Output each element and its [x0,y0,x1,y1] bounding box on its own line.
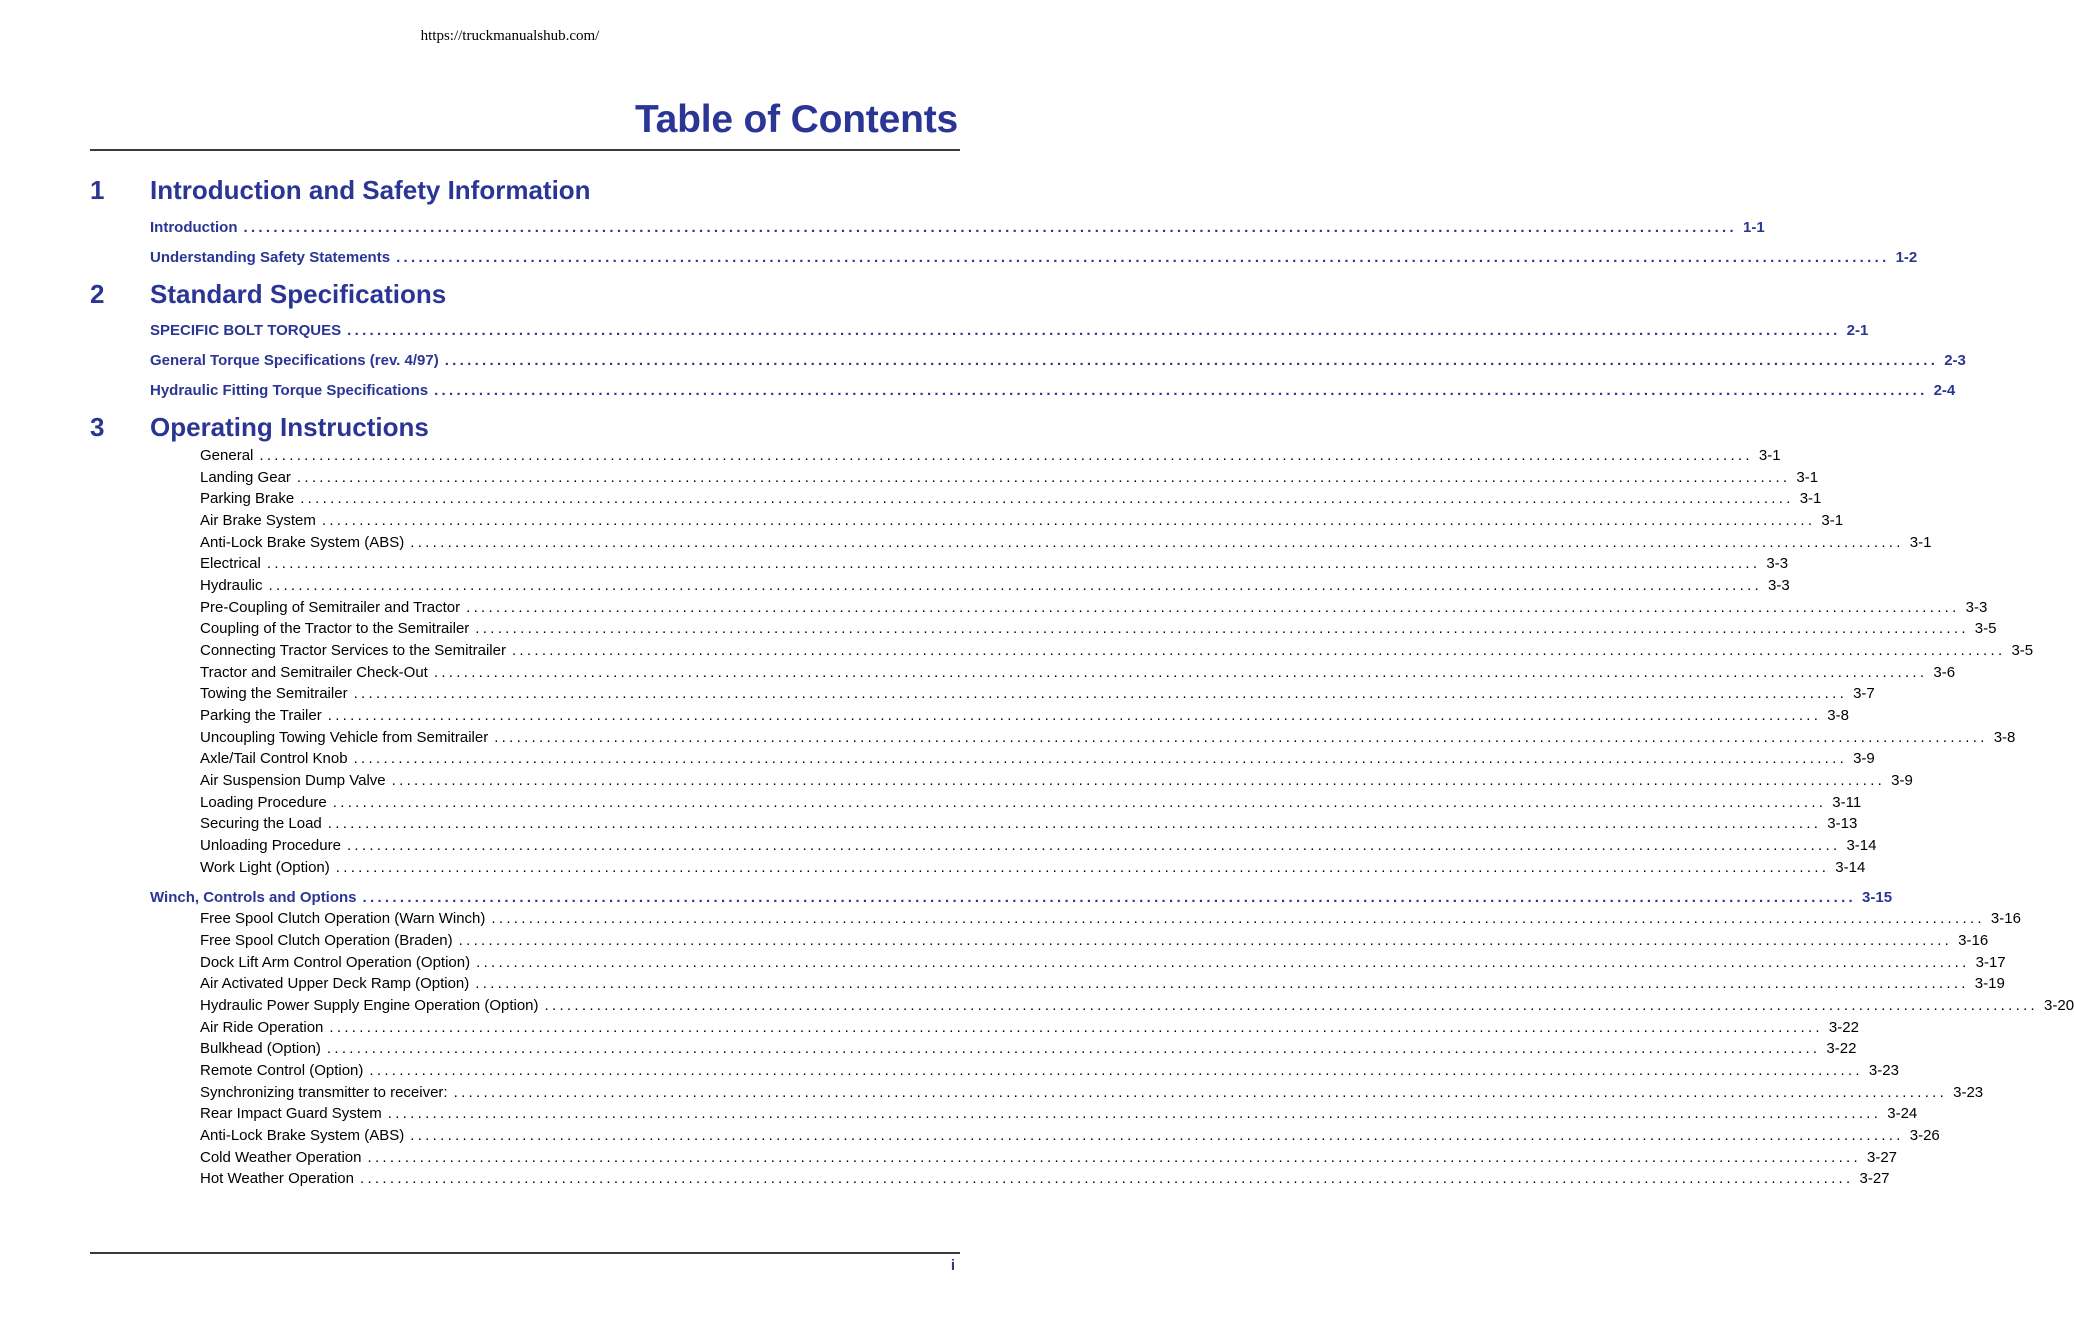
toc-entry-page: 3-3 [1965,599,1988,616]
leader-dots: ........................................................................................................................................................................................................ [511,642,2006,659]
leader-dots: ........................................................................................................................................................................................................ [321,512,1816,529]
leader-dots: ........................................................................................................................................................................................................ [396,249,1890,266]
toc-entry-label: Connecting Tractor Services to the Semitrailer [200,642,506,659]
toc-subsection-entry[interactable] [200,534,1932,551]
toc-entry-page: 3-16 [1958,932,1989,949]
leader-dots: ........................................................................................................................................................................................................ [544,997,2039,1014]
leader-dots: ........................................................................................................................................................................................................ [476,954,1970,971]
toc-subsection-entry[interactable] [200,642,2034,659]
toc-subsection-entry[interactable] [200,954,2006,971]
toc-entry-label: General Torque Specifications (rev. 4/97) [150,352,439,369]
toc-subsection-entry[interactable] [200,975,2005,992]
leader-dots: ........................................................................................................................................................................................................ [444,352,1939,369]
toc-entry-label: Bulkhead (Option) [200,1040,321,1057]
toc-entry-label: Anti-Lock Brake System (ABS) [200,534,405,551]
leader-dots: ........................................................................................................................................................................................................ [259,447,1753,464]
toc-subsection-entry[interactable] [200,932,1989,949]
toc-entry-label: Introduction [150,219,238,236]
leader-dots: ........................................................................................................................................................................................................ [266,555,1761,572]
leader-dots: ........................................................................................................................................................................................................ [296,469,1791,486]
toc-entry-label: Synchronizing transmitter to receiver: [200,1084,448,1101]
leader-dots: ........................................................................................................................................................................................................ [453,1084,1948,1101]
toc-entry-page: 3-24 [1887,1105,1918,1122]
toc-subsection-entry[interactable] [200,1105,1918,1122]
toc-entry-label: Remote Control (Option) [200,1062,364,1079]
toc-entry-page: 3-8 [1827,707,1849,724]
toc-subsection-entry[interactable] [200,447,1781,464]
toc-entry-page: 3-22 [1828,1019,1859,1036]
toc-entry-page: 3-1 [1909,534,1932,551]
toc-section-entry[interactable] [150,219,1765,236]
leader-dots: ........................................................................................................................................................................................................ [268,577,1763,594]
source-url[interactable]: https://truckmanualshub.com/ [420,28,600,44]
toc-subsection-entry[interactable] [200,910,2021,927]
toc-section-entry[interactable] [150,352,1966,369]
leader-dots: ........................................................................................................................................................................................................ [458,932,1953,949]
chapter-number: 2 [90,279,105,309]
leader-dots: ........................................................................................................................................................................................................ [243,219,1737,236]
toc-entry-label: Work Light (Option) [200,859,330,876]
toc-entry-page: 3-27 [1866,1149,1898,1166]
toc-entry-label: Parking Brake [200,490,295,507]
toc-entry-page: 3-19 [1974,975,2005,992]
leader-dots: ........................................................................................................................................................................................................ [300,490,1794,507]
toc-subsection-entry[interactable] [200,620,1997,637]
toc-entry-label: General [200,447,254,464]
toc-subsection-entry[interactable] [200,1127,1940,1144]
toc-entry-page: 2-1 [1846,322,1869,339]
toc-entry-label: Rear Impact Guard System [200,1105,382,1122]
toc-entry-label: Loading Procedure [200,794,327,811]
toc-entry-label: Coupling of the Tractor to the Semitrailer [200,620,470,637]
toc-entry-label: Tractor and Semitrailer Check-Out [200,664,428,681]
toc-entry-page: 3-26 [1909,1127,1940,1144]
page-title: Table of Contents [634,98,958,141]
toc-entry-page: 3-3 [1766,555,1789,572]
leader-dots: ........................................................................................................................................................................................................ [410,1127,1904,1144]
toc-entry-label: Winch, Controls and Options [150,889,357,906]
toc-entry-label: Parking the Trailer [200,707,322,724]
toc-subsection-entry[interactable] [200,512,1844,529]
toc-subsection-entry[interactable] [200,664,1956,681]
toc-entry-page: 3-22 [1826,1040,1857,1057]
toc-entry-page: 2-3 [1944,352,1966,369]
toc-subsection-entry[interactable] [200,837,1877,854]
toc-entry-label: Electrical [200,555,261,572]
toc-entry-page: 3-23 [1868,1062,1899,1079]
chapter-title: Introduction and Safety Information [150,175,591,205]
leader-dots: ........................................................................................................................................................................................................ [332,794,1827,811]
toc-entry-label: Anti-Lock Brake System (ABS) [200,1127,405,1144]
toc-entry-page: 3-15 [1862,889,1893,906]
toc-entry-label: Air Suspension Dump Valve [200,772,386,789]
toc-subsection-entry[interactable] [200,772,1913,789]
leader-dots: ........................................................................................................................................................................................................ [410,534,1904,551]
toc-subsection-entry[interactable] [200,577,1790,594]
toc-subsection-entry[interactable] [200,469,1819,486]
toc-entry-label: Hydraulic Power Supply Engine Operation (Option) [200,997,539,1014]
leader-dots: ........................................................................................................................................................................................................ [327,707,1822,724]
leader-dots: ........................................................................................................................................................................................................ [329,1019,1823,1036]
toc-subsection-entry[interactable] [200,729,2016,746]
leader-dots: ........................................................................................................................................................................................................ [491,910,1985,927]
toc-entry-label: SPECIFIC BOLT TORQUES [150,322,342,339]
leader-dots: ........................................................................................................................................................................................................ [353,750,1848,767]
toc-subsection-entry[interactable] [200,997,2074,1014]
toc-entry-label: Air Brake System [200,512,316,529]
leader-dots: ........................................................................................................................................................................................................ [367,1149,1861,1166]
toc-entry-label: Hydraulic [200,577,263,594]
toc-entry-label: Axle/Tail Control Knob [200,750,348,767]
toc-entry-label: Unloading Procedure [200,837,341,854]
toc-entry-label: Air Activated Upper Deck Ramp (Option) [200,975,470,992]
toc-entry-page: 3-7 [1853,685,1875,702]
leader-dots: ........................................................................................................................................................................................................ [387,1105,1882,1122]
leader-dots: ........................................................................................................................................................................................................ [347,322,1841,339]
toc-entry-label: Air Ride Operation [200,1019,324,1036]
toc-subsection-entry[interactable] [200,859,1866,876]
toc-entry-label: Free Spool Clutch Operation (Warn Winch) [200,910,486,927]
leader-dots: ........................................................................................................................................................................................................ [494,729,1988,746]
toc-entry-page: 3-14 [1846,837,1877,854]
chapter-number: 1 [90,175,105,205]
toc-entry-page: 3-8 [1993,729,2016,746]
toc-entry-page: 3-27 [1859,1170,1890,1187]
footer-divider [90,1252,960,1254]
toc-entry-label: Understanding Safety Statements [150,249,391,266]
toc-subsection-entry[interactable] [200,685,1875,702]
toc-entry-label: Securing the Load [200,815,322,832]
leader-dots: ........................................................................................................................................................................................................ [433,664,1928,681]
toc-entry-page: 3-20 [2044,997,2074,1014]
leader-dots: ........................................................................................................................................................................................................ [475,975,1969,992]
toc-entry-page: 3-17 [1975,954,2006,971]
toc-entry-label: Landing Gear [200,469,291,486]
toc-entry-page: 3-14 [1835,859,1866,876]
toc-entry-label: Cold Weather Operation [200,1149,362,1166]
toc-section-entry[interactable] [150,889,1893,906]
toc-entry-page: 3-1 [1821,512,1844,529]
leader-dots: ........................................................................................................................................................................................................ [359,1170,1854,1187]
leader-dots: ........................................................................................................................................................................................................ [369,1062,1863,1079]
toc-subsection-entry[interactable] [200,1084,1984,1101]
toc-entry-label: Hot Weather Operation [200,1170,354,1187]
toc-entry-page: 3-9 [1853,750,1875,767]
toc-subsection-entry[interactable] [200,1149,1898,1166]
chapter-title: Operating Instructions [150,412,429,442]
toc-entry-label: Free Spool Clutch Operation (Braden) [200,932,453,949]
toc-entry-page: 3-6 [1933,664,1956,681]
leader-dots: ........................................................................................................................................................................................................ [391,772,1886,789]
toc-subsection-entry[interactable] [200,707,1849,724]
toc-entry-page: 1-2 [1895,249,1918,266]
toc-subsection-entry[interactable] [200,555,1789,572]
toc-subsection-entry[interactable] [200,490,1822,507]
toc-entry-label: Towing the Semitrailer [200,685,348,702]
toc-subsection-entry[interactable] [200,599,1988,616]
chapter-heading[interactable] [0,175,1020,209]
toc-entry-page: 3-11 [1832,794,1862,811]
toc-subsection-entry[interactable] [200,750,1875,767]
leader-dots: ........................................................................................................................................................................................................ [362,889,1857,906]
toc-entry-page: 3-1 [1796,469,1819,486]
toc-entry-page: 3-5 [1974,620,1997,637]
chapter-number: 3 [90,412,105,442]
leader-dots: ........................................................................................................................................................................................................ [353,685,1848,702]
toc-entry-page: 3-1 [1758,447,1781,464]
leader-dots: ........................................................................................................................................................................................................ [346,837,1841,854]
leader-dots: ........................................................................................................................................................................................................ [326,1040,1821,1057]
toc-entry-page: 3-23 [1953,1084,1984,1101]
title-divider [90,149,960,151]
toc-entry-page: 2-4 [1933,382,1956,399]
toc-section-entry[interactable] [150,322,1869,339]
toc-entry-label: Hydraulic Fitting Torque Specifications [150,382,429,399]
toc-section-entry[interactable] [150,249,1918,266]
leader-dots: ........................................................................................................................................................................................................ [335,859,1830,876]
toc-entry-page: 3-9 [1891,772,1913,789]
toc-entry-label: Pre-Coupling of Semitrailer and Tractor [200,599,461,616]
chapter-title: Standard Specifications [150,279,447,309]
toc-section-entry[interactable] [150,382,1956,399]
toc-entry-page: 1-1 [1742,219,1765,236]
page-number: i [950,1257,955,1274]
toc-subsection-entry[interactable] [200,794,1862,811]
toc-entry-page: 3-16 [1990,910,2021,927]
toc-entry-page: 3-13 [1827,815,1858,832]
leader-dots: ........................................................................................................................................................................................................ [475,620,1969,637]
toc-subsection-entry[interactable] [200,1019,1859,1036]
chapter-heading[interactable] [0,412,1020,446]
leader-dots: ........................................................................................................................................................................................................ [327,815,1822,832]
leader-dots: ........................................................................................................................................................................................................ [434,382,1928,399]
chapter-heading[interactable] [0,279,1020,313]
toc-subsection-entry[interactable] [200,1170,1890,1187]
toc-entry-page: 3-1 [1799,490,1822,507]
toc-entry-page: 3-5 [2011,642,2034,659]
toc-subsection-entry[interactable] [200,815,1858,832]
toc-entry-page: 3-3 [1768,577,1790,594]
toc-entry-label: Dock Lift Arm Control Operation (Option) [200,954,471,971]
toc-subsection-entry[interactable] [200,1062,1899,1079]
toc-subsection-entry[interactable] [200,1040,1857,1057]
toc-entry-label: Uncoupling Towing Vehicle from Semitrailer [200,729,489,746]
leader-dots: ........................................................................................................................................................................................................ [466,599,1960,616]
